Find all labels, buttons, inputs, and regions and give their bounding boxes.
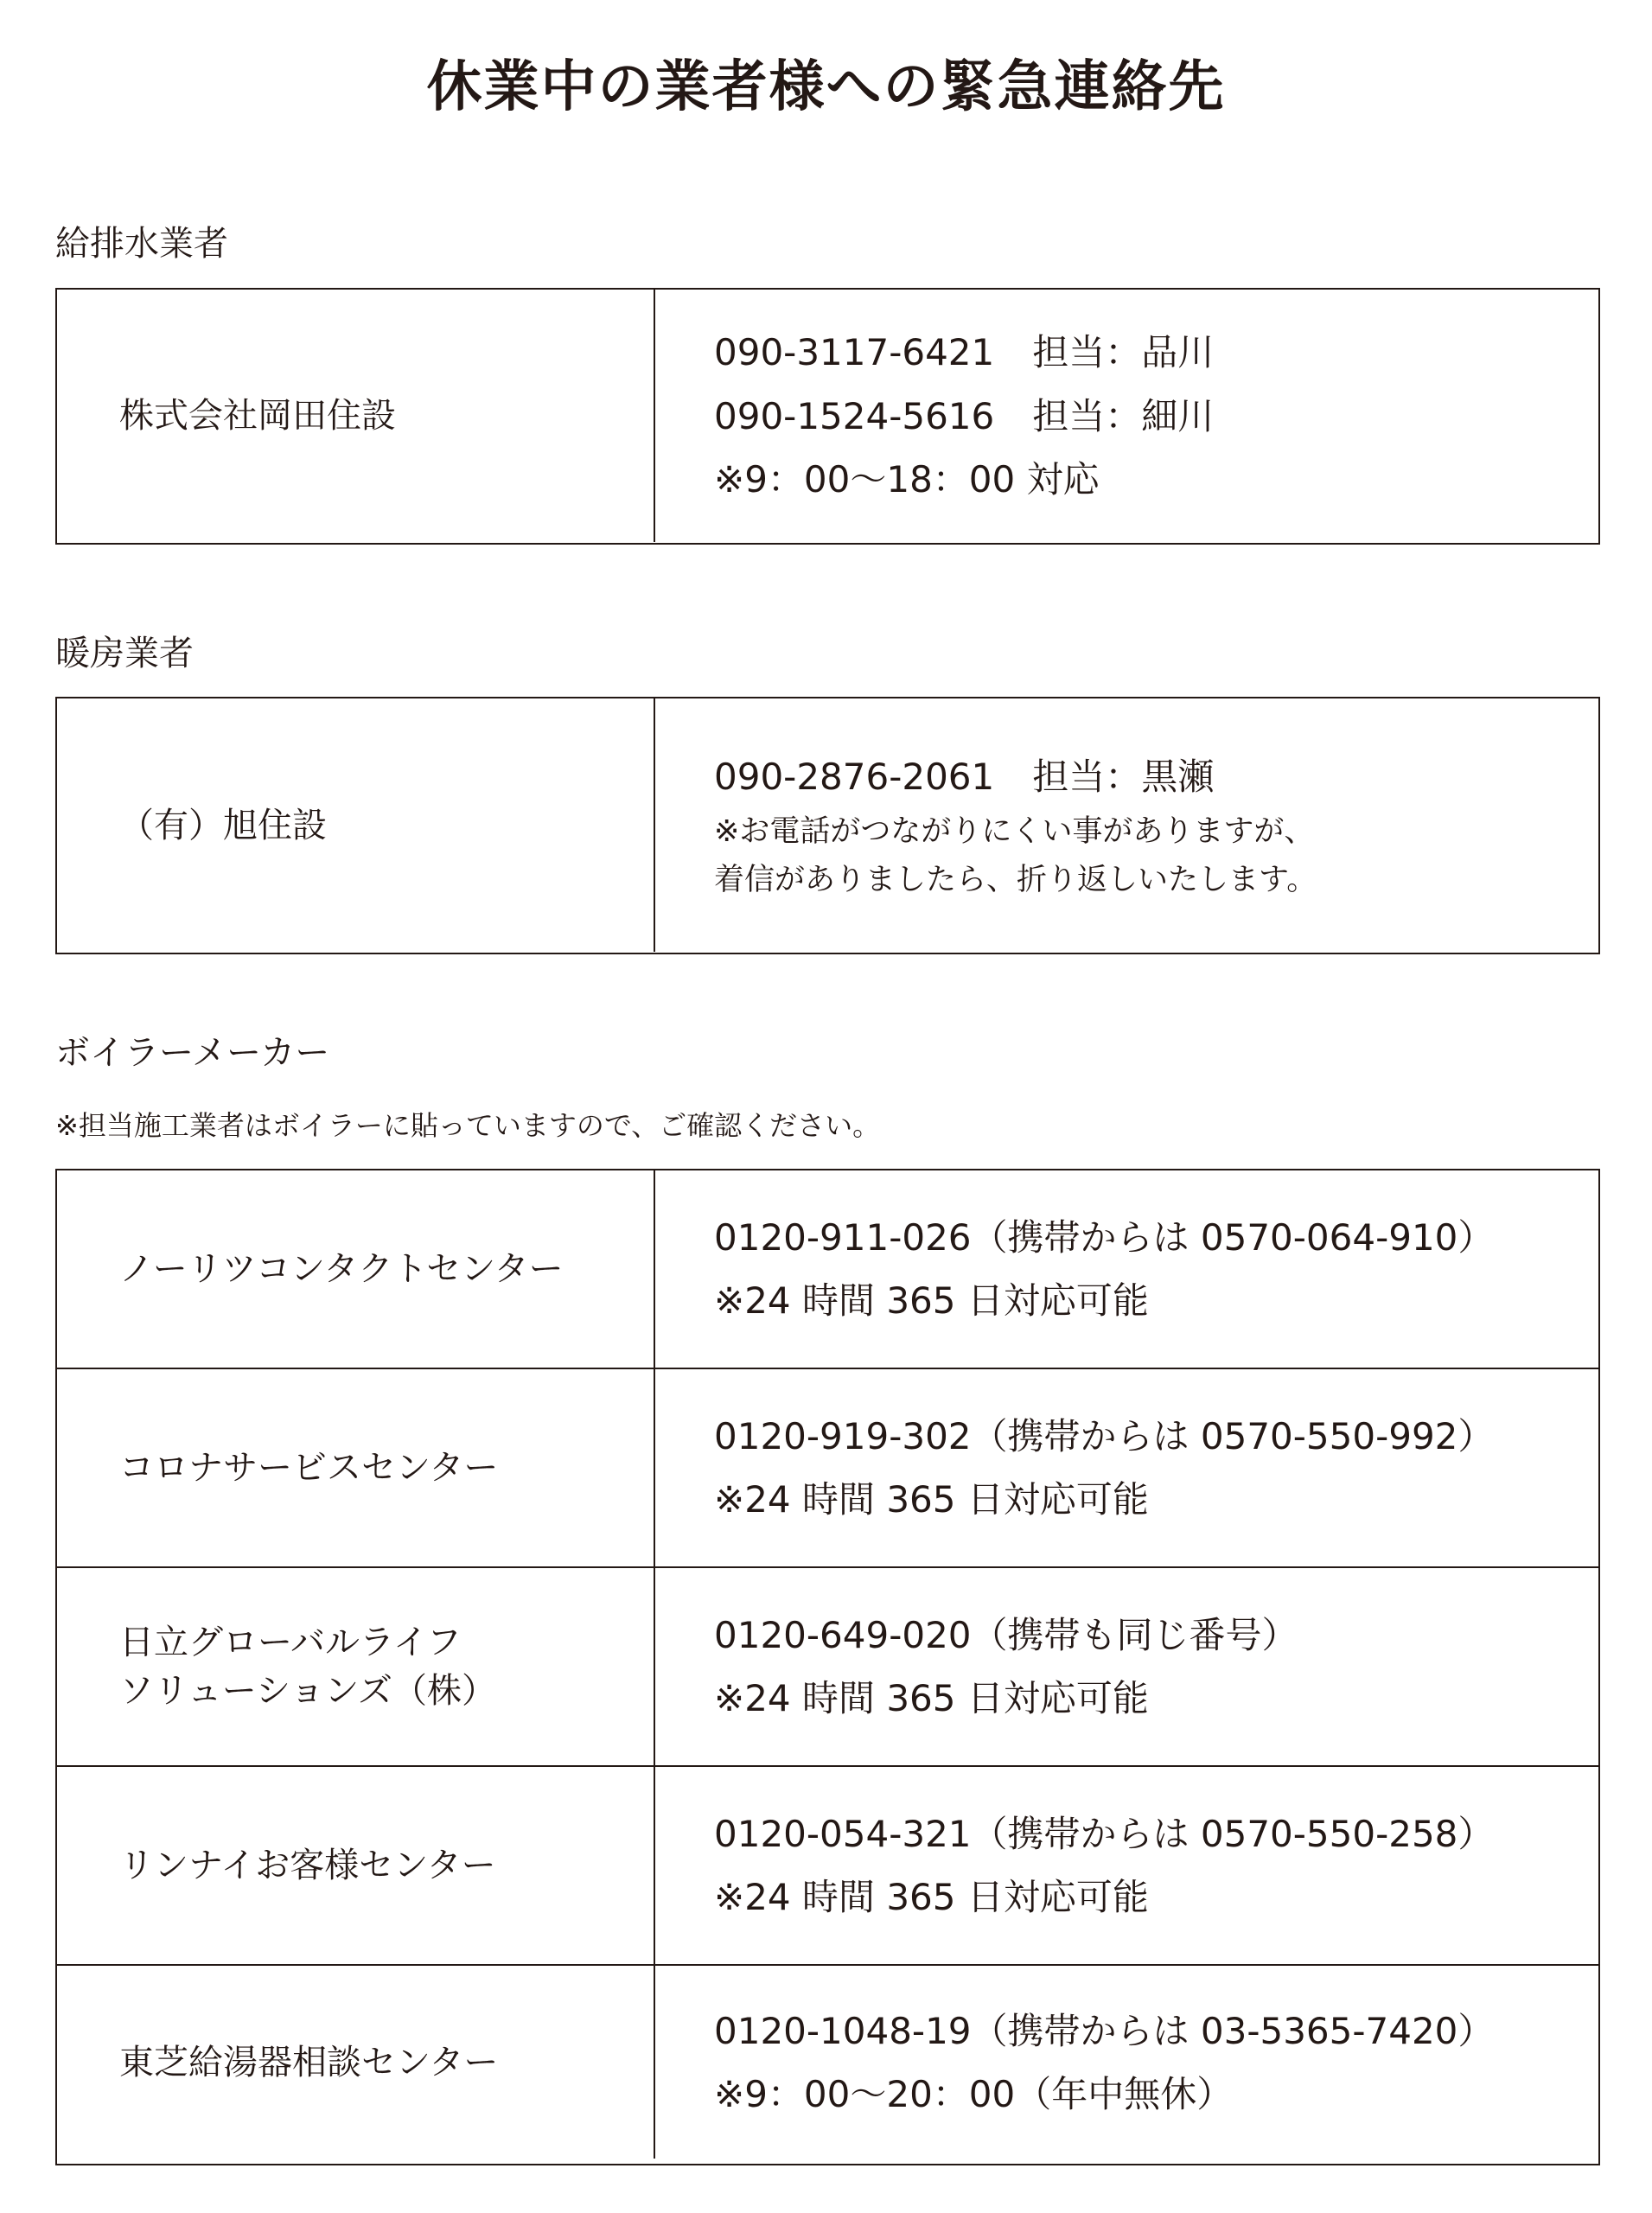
phone-number[interactable]: 090-1524-5616 xyxy=(714,395,995,437)
company-cell xyxy=(57,1170,655,1368)
company-cell xyxy=(57,1767,655,1964)
company-cell xyxy=(57,1568,655,1765)
phone-line xyxy=(714,321,1598,385)
phone-number[interactable]: 0120-911-026（携帯からは 0570-064-910） xyxy=(714,1216,1495,1259)
company-name: 東芝給湯器相談センター xyxy=(119,2042,499,2082)
details-cell xyxy=(655,1767,1598,1964)
company-name-line-1: 日立グローバルライフ xyxy=(119,1623,462,1662)
details-cell xyxy=(655,1369,1598,1566)
contact-person: 担当：品川 xyxy=(1032,331,1215,373)
company-name-line-2: ソリューションズ（株） xyxy=(119,1671,496,1711)
plumbing-contact-table xyxy=(55,288,1600,545)
phone-number[interactable]: 090-3117-6421 xyxy=(714,331,995,373)
details-cell xyxy=(655,698,1598,952)
contact-row-rinnai xyxy=(57,1765,1598,1964)
boiler-contact-table xyxy=(55,1169,1600,2165)
details-cell xyxy=(655,1568,1598,1765)
heating-section-heading: 暖房業者 xyxy=(55,634,194,673)
company-cell xyxy=(57,1966,655,2159)
contact-row-asahi xyxy=(57,698,1598,952)
details-cell xyxy=(655,290,1598,542)
details-cell xyxy=(655,1966,1598,2159)
contact-row-toshiba xyxy=(57,1964,1598,2159)
phone-number[interactable]: 090-2876-2061 xyxy=(714,755,995,798)
phone-number[interactable]: 0120-919-302（携帯からは 0570-550-992） xyxy=(714,1415,1495,1457)
company-name: （有）旭住設 xyxy=(119,805,327,845)
callback-note-line-1: ※お電話がつながりにくい事がありますが、 xyxy=(714,813,1315,849)
details-cell xyxy=(655,1170,1598,1368)
company-cell xyxy=(57,1369,655,1566)
company-cell xyxy=(57,290,655,542)
contact-person: 担当：黒瀬 xyxy=(1032,755,1215,798)
heating-contact-table xyxy=(55,697,1600,954)
boiler-section-heading: ボイラーメーカー xyxy=(55,1033,330,1073)
phone-line xyxy=(714,747,1598,807)
company-name: リンナイお客様センター xyxy=(119,1846,496,1885)
contact-person: 担当：細川 xyxy=(1032,395,1215,437)
company-name: 株式会社岡田住設 xyxy=(119,396,396,436)
plumbing-section-heading: 給排水業者 xyxy=(55,224,228,264)
phone-number[interactable]: 0120-1048-19（携帯からは 03-5365-7420） xyxy=(714,2009,1495,2052)
service-hours: ※24 時間 365 日対応可能 xyxy=(714,1876,1149,1918)
service-hours: ※9：00～18：00 対応 xyxy=(714,458,1100,501)
phone-number[interactable]: 0120-054-321（携帯からは 0570-550-258） xyxy=(714,1813,1495,1855)
service-hours: ※24 時間 365 日対応可能 xyxy=(714,1478,1149,1521)
phone-line xyxy=(714,385,1598,449)
contact-row-hitachi xyxy=(57,1566,1598,1765)
company-cell xyxy=(57,698,655,952)
service-hours: ※24 時間 365 日対応可能 xyxy=(714,1279,1149,1322)
callback-note-line-2: 着信がありましたら、折り返しいたします。 xyxy=(714,862,1317,897)
page-title: 休業中の業者様への緊急連絡先 xyxy=(426,55,1226,119)
company-name: コロナサービスセンター xyxy=(119,1448,499,1488)
contact-row-noritz xyxy=(57,1170,1598,1368)
contact-row-corona xyxy=(57,1368,1598,1566)
service-hours: ※24 時間 365 日対応可能 xyxy=(714,1677,1149,1719)
phone-number[interactable]: 0120-649-020（携帯も同じ番号） xyxy=(714,1614,1298,1656)
contact-row-okada xyxy=(57,290,1598,542)
boiler-section-note: ※担当施工業者はボイラーに貼っていますので、ご確認ください。 xyxy=(55,1109,881,1142)
company-name: ノーリツコンタクトセンター xyxy=(119,1249,564,1289)
service-hours: ※9：00～20：00（年中無休） xyxy=(714,2072,1234,2115)
